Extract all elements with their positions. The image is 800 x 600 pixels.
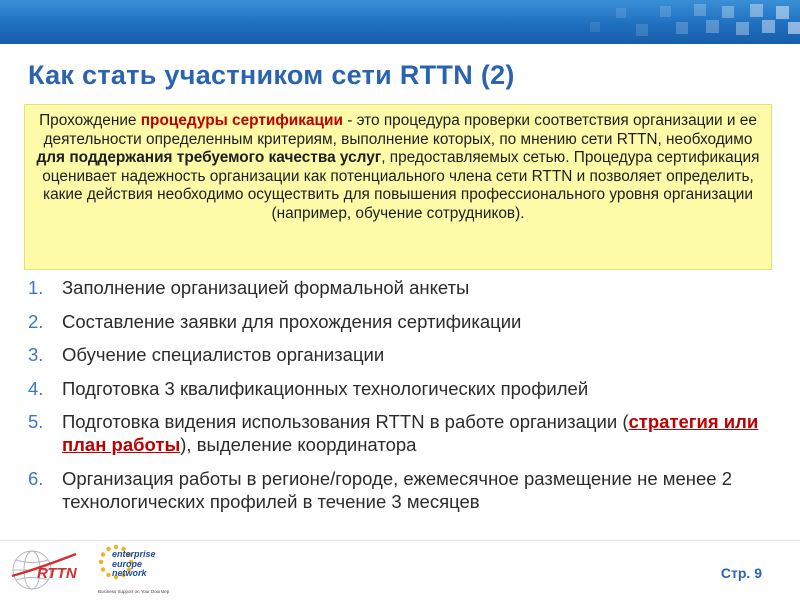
rttn-logo <box>10 546 92 594</box>
list-item <box>28 377 778 400</box>
list-item-text: Составление заявки для прохождения сертификации <box>62 310 522 332</box>
list-item-text: Заполнение организацией формальной анкеты <box>62 277 470 298</box>
list-item <box>28 410 778 456</box>
list-item-text: Организация работы в регионе/городе, ежемесячное размещение не менее 2 технологических профилей в течение 3 месяцев <box>62 467 733 512</box>
list-item-text: Подготовка 3 квалификационных технологических профилей <box>62 377 589 399</box>
steps-list <box>28 276 778 523</box>
list-item-number: 3. <box>28 344 44 365</box>
een-line3: network <box>112 568 147 578</box>
een-line2: europe <box>112 558 143 569</box>
info-highlight-certification: процедуры сертификации <box>140 112 343 129</box>
list-item <box>28 310 778 333</box>
list-item-number: 4. <box>28 377 44 399</box>
info-text-part1: Прохождение <box>39 112 141 129</box>
list-item-number: 6. <box>28 467 44 489</box>
list-item-text: Обучение специалистов организации <box>62 344 385 365</box>
list-item <box>28 467 778 513</box>
list-item <box>28 276 778 299</box>
list-item-text-before: Подготовка видения использования RTTN в работе организации ( <box>62 411 629 432</box>
list-item-text-after: ), выделение координатора <box>180 434 417 455</box>
header-bar <box>0 0 800 44</box>
slide-title: Как стать участником сети RTTN (2) <box>28 60 515 90</box>
list-item-number: 1. <box>28 277 44 298</box>
info-text-part3: , предоставляемых сетью. Процедура сертификация оценивает надежность организации как потенциального члена сети RTTN и позволяет определить, какие действия необходимо осуществить для повышения профессионального уровня организации (например, обучение сотрудников). <box>42 149 760 222</box>
enterprise-europe-network-logo <box>96 540 168 598</box>
list-item-text <box>62 410 778 456</box>
list-item-number: 5. <box>28 411 44 432</box>
info-text-part2: - это процедура проверки соответствия организации и ее деятельности определенным критериям, выполнение которых, по мнению сети RTTN, необходимо <box>43 112 757 148</box>
rttn-logo-text: RTTN <box>37 565 77 582</box>
list-item-number: 2. <box>28 310 44 332</box>
header-square-pattern <box>440 0 800 44</box>
strategy-plan-link[interactable]: стратегия или план работы <box>62 411 759 455</box>
list-item <box>28 343 778 366</box>
een-line1: enterprise <box>112 549 156 559</box>
een-tagline: Business Support on Your Doorstep <box>98 589 170 594</box>
certification-info-box <box>24 104 772 270</box>
een-logo-text <box>112 550 156 579</box>
page-number: Стр. 9 <box>720 565 762 581</box>
info-bold-quality: для поддержания требуемого качества услуг <box>36 149 382 167</box>
